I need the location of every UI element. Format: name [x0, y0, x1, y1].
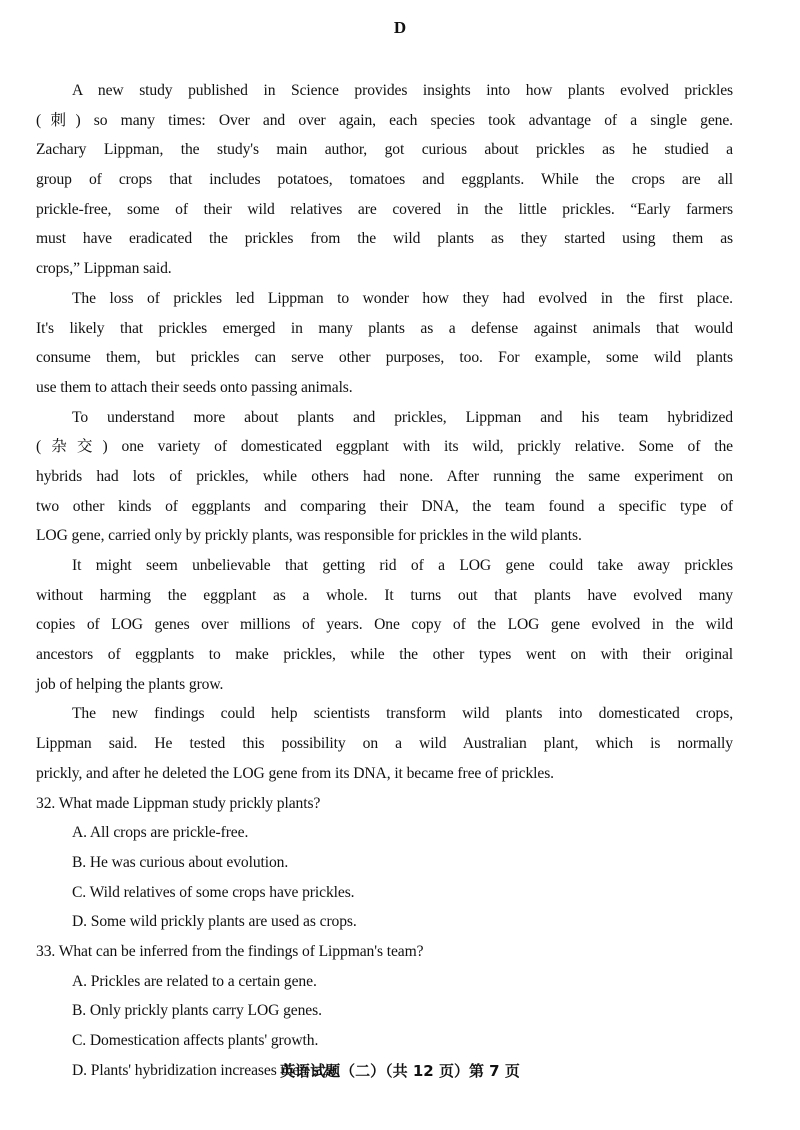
passage-paragraph [36, 551, 733, 699]
paragraph-line: A new study published in Science provides insights into how plants evolved prickles [72, 82, 733, 99]
paragraph-line: hybrids had lots of prickles, while others had none. After running the same experiment on [36, 467, 733, 485]
paragraph-line: without harming the eggplant as a whole. It turns out that plants have evolved many [36, 586, 733, 604]
paragraph-line: prickle-free, some of their wild relatives are covered in the little prickles. “Early farmers [36, 200, 733, 218]
paragraph-line: Lippman said. He tested this possibility on a wild Australian plant, which is normally [36, 735, 733, 753]
question-stem: 32. What made Lippman study prickly plants? [36, 794, 321, 812]
paragraph-line: must have eradicated the prickles from the wild plants as they started using them as [36, 230, 733, 248]
paragraph-line: job of helping the plants grow. [36, 675, 224, 693]
answer-option: D. Plants' hybridization increases their size. [72, 1061, 340, 1079]
paragraph-line: copies of LOG genes over millions of years. One copy of the LOG gene evolved in the wild [36, 616, 733, 634]
answer-option: B. He was curious about evolution. [72, 853, 289, 871]
paragraph-line: The loss of prickles led Lippman to wonder how they had evolved in the first place. [72, 289, 733, 307]
page-footer: 英语试题（二）（共 12 页）第 7 页 [280, 1062, 520, 1080]
section-title: D [393, 18, 407, 37]
paragraph-line: (杂交) one variety of domesticated eggplant with its wild, prickly relative. Some of the [36, 438, 733, 456]
paragraph-line: It might seem unbelievable that getting rid of a LOG gene could take away prickles [72, 557, 733, 574]
answer-option: D. Some wild prickly plants are used as crops. [72, 913, 357, 931]
answer-option: C. Domestication affects plants' growth. [72, 1032, 319, 1049]
answer-option: A. All crops are prickle-free. [72, 824, 249, 842]
paragraph-line: ancestors of eggplants to make prickles, while the other types went on with their original [36, 646, 733, 664]
paragraph-line: It's likely that prickles emerged in many plants as a defense against animals that would [36, 319, 733, 337]
question-stem: 33. What can be inferred from the findings of Lippman's team? [36, 942, 424, 960]
passage-paragraph [36, 403, 733, 551]
paragraph-line: LOG gene, carried only by prickly plants, was responsible for prickles in the wild plants. [36, 527, 582, 545]
answer-option: C. Wild relatives of some crops have prickles. [72, 883, 355, 901]
passage-paragraph [36, 284, 733, 403]
passage-paragraph [36, 76, 733, 284]
question-block [36, 789, 733, 937]
answer-option: A. Prickles are related to a certain gene. [72, 972, 317, 990]
paragraph-line: Zachary Lippman, the study's main author, got curious about prickles as he studied a [36, 141, 733, 159]
paragraph-line: (刺) so many times: Over and over again, each species took advantage of a single gene. [36, 111, 733, 129]
paragraph-line: use them to attach their seeds onto passing animals. [36, 378, 353, 396]
paragraph-line: prickly, and after he deleted the LOG gene from its DNA, it became free of prickles. [36, 764, 554, 782]
paragraph-line: group of crops that includes potatoes, tomatoes and eggplants. While the crops are all [36, 171, 733, 189]
paragraph-line: consume them, but prickles can serve other purposes, too. For example, some wild plants [36, 349, 733, 367]
paragraph-line: The new findings could help scientists transform wild plants into domesticated crops, [72, 705, 733, 723]
paragraph-line: crops,” Lippman said. [36, 260, 172, 278]
paragraph-line: two other kinds of eggplants and comparing their DNA, the team found a specific type of [36, 497, 733, 515]
answer-option: B. Only prickly plants carry LOG genes. [72, 1002, 322, 1020]
reading-passage-and-questions [36, 76, 733, 1085]
passage-paragraph [36, 699, 733, 788]
paragraph-line: To understand more about plants and prickles, Lippman and his team hybridized [72, 408, 733, 426]
